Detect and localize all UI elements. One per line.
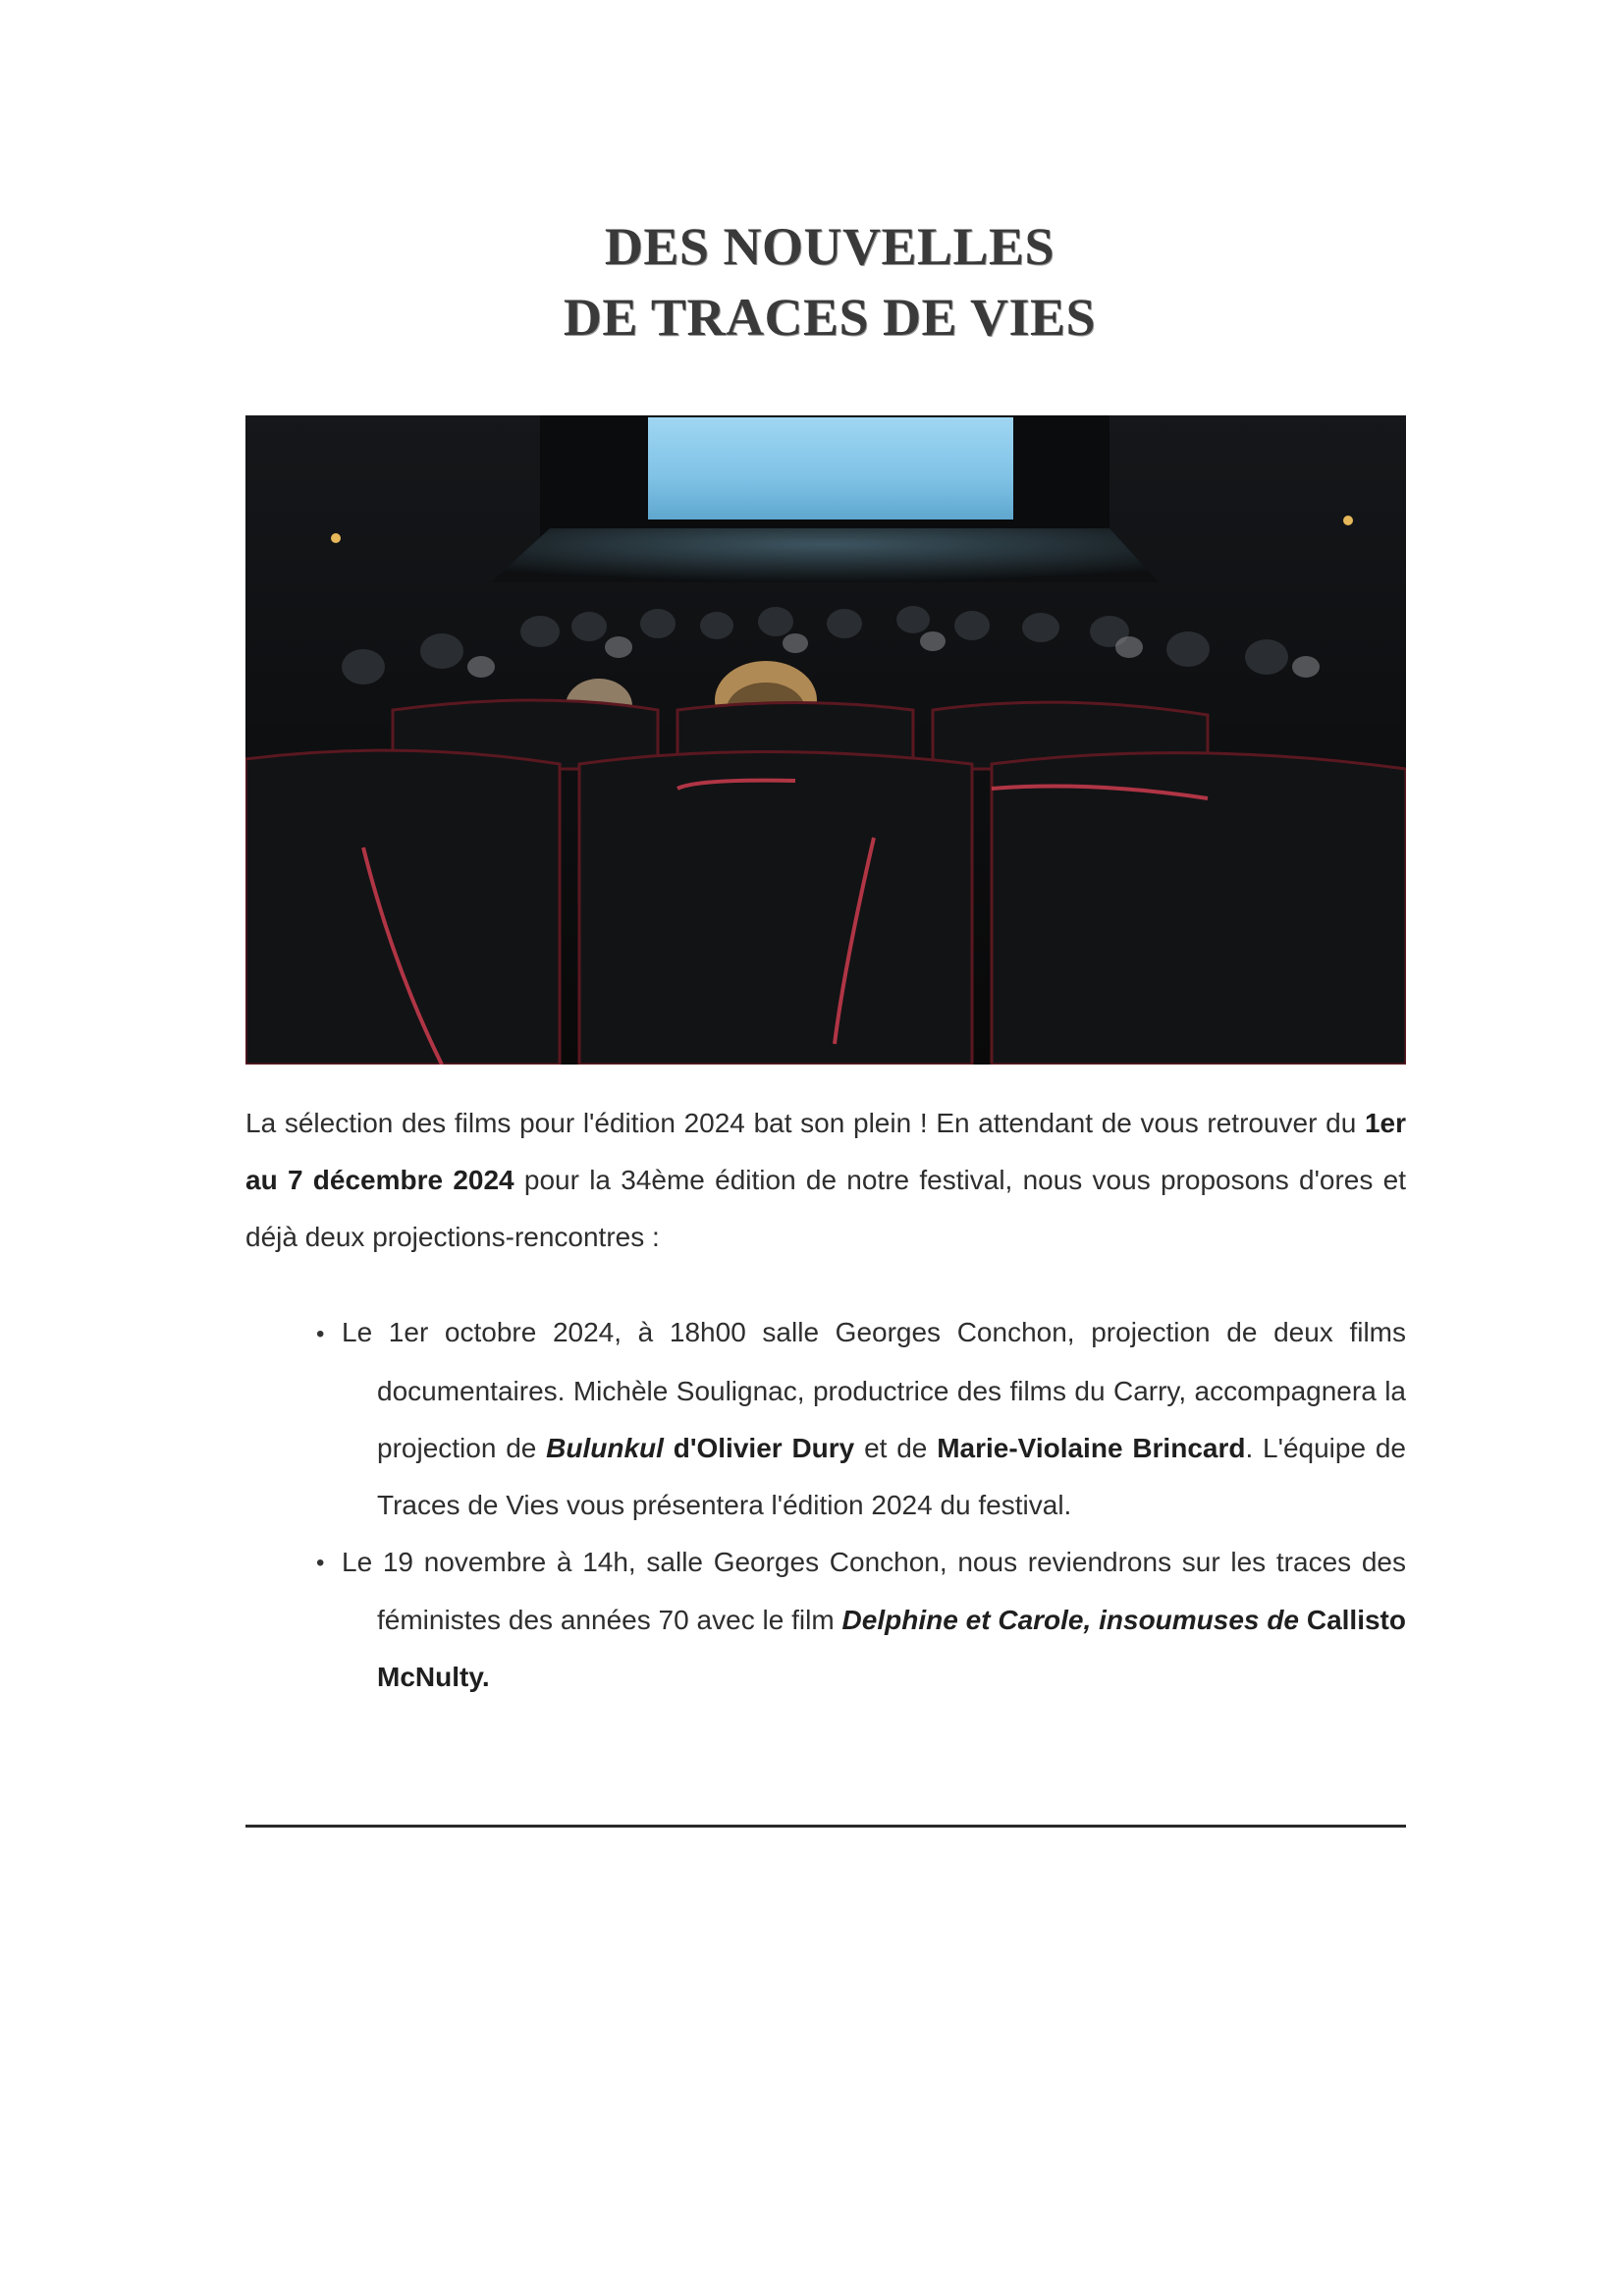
event-list — [316, 1304, 1406, 1706]
event-2-film-title: Delphine et Carole, insoumuses de — [841, 1605, 1300, 1636]
event-1-text-3: et de — [854, 1432, 938, 1463]
bullet-icon: • — [316, 1550, 325, 1577]
festival-dates: 1er au 7 décembre 2024 — [245, 1108, 1406, 1195]
event-1-film-title: Bulunkul — [546, 1432, 664, 1463]
bullet-icon: • — [316, 1320, 325, 1347]
intro-text-2: pour la 34ème édition de notre festival, nous vous proposons d'ores et déjà deux projections-rencontres : — [245, 1165, 1406, 1252]
event-1-author-2: Marie-Violaine Brincard — [937, 1432, 1246, 1463]
event-item-1 — [316, 1304, 1406, 1534]
title-line-1: DES NOUVELLES — [604, 217, 1055, 276]
event-1-director: d'Olivier Dury — [663, 1432, 855, 1463]
event-item-2 — [316, 1534, 1406, 1707]
intro-text-1: La sélection des films pour l'édition 2024 bat son plein ! En attendant de vous retrouver du — [245, 1108, 1365, 1138]
event-2-text-1: Le 19 novembre à 14h, salle Georges Conchon, nous reviendrons sur les traces des féministes des années 70 avec le film — [342, 1546, 1406, 1636]
event-1-text-4: . L'équipe de Traces de Vies vous présentera l'édition 2024 du festival. — [377, 1432, 1407, 1520]
page-title — [0, 211, 1623, 353]
intro-paragraph — [245, 1095, 1406, 1266]
section-divider — [245, 1825, 1406, 1828]
cinema-illustration — [245, 415, 1406, 1065]
cinema-audience-photo — [245, 415, 1406, 1065]
event-2-director: Callisto McNulty. — [377, 1605, 1406, 1693]
cinema-screen — [648, 417, 1013, 519]
title-line-2: DE TRACES DE VIES — [563, 288, 1097, 347]
event-1-text-1: Le 1er octobre 2024, à 18h00 salle Georges Conchon, projection de deux films documentaires. Michèle Soulignac, productrice des films du Carry, accompagnera la projection de — [342, 1317, 1406, 1463]
